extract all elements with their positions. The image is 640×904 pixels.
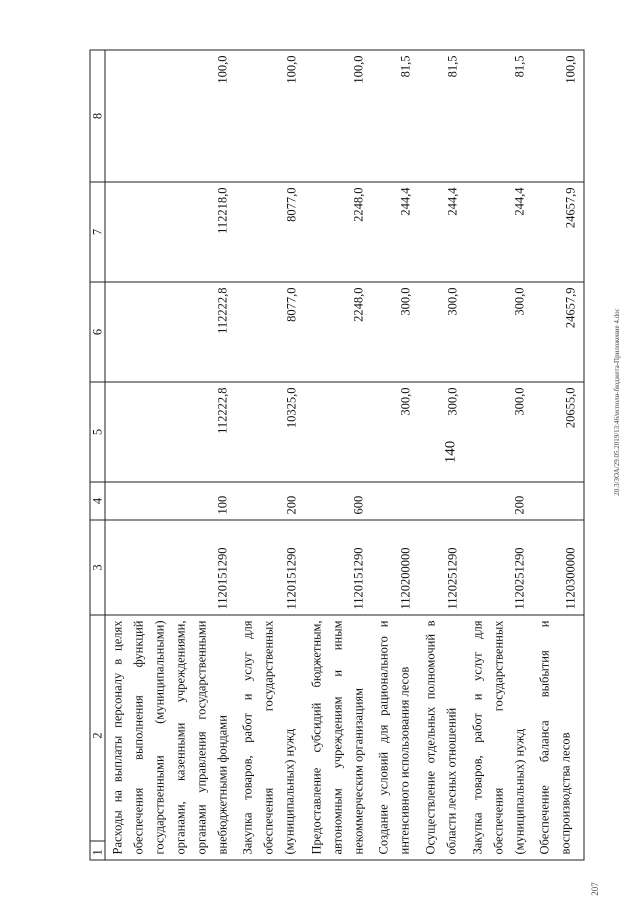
budget-table — [90, 50, 585, 861]
row-col-5: 20655,0 — [533, 382, 584, 482]
table-row — [304, 50, 371, 860]
row-col-7: 112218,0 — [105, 182, 236, 282]
footer-file-path: 20.3/ЗОА/29.05.2019/13:46/исполн-бюджета-Приложение 4.doc — [613, 308, 621, 496]
row-col-6: 300,0 — [371, 282, 418, 382]
row-col-6: 24657,9 — [533, 282, 584, 382]
row-col-7: 2248,0 — [304, 182, 371, 282]
row-col-7: 244,4 — [371, 182, 418, 282]
row-col-6: 112222,8 — [105, 282, 236, 382]
row-expense-type — [533, 482, 584, 520]
row-col-7: 8077,0 — [236, 182, 304, 282]
row-col-6: 8077,0 — [236, 282, 304, 382]
row-col-7: 244,4 — [418, 182, 465, 282]
table-row — [236, 50, 304, 860]
budget-table-rotated — [90, 51, 585, 861]
row-description: Предоставление субсидий бюджетным, автономным учреждениям и иным некоммерческим организациям — [304, 615, 371, 860]
row-description: Создание условий для рационального и интенсивного использования лесов — [371, 615, 418, 860]
row-expense-type: 200 — [466, 482, 533, 520]
header-col-5: 5 — [90, 382, 105, 482]
row-description: Обеспечение баланса выбытия и воспроизводства лесов — [533, 615, 584, 860]
header-col-2: 2 — [90, 732, 105, 739]
row-col-6: 2248,0 — [304, 282, 371, 382]
row-target-code: 1120200000 — [371, 520, 418, 615]
row-target-code: 1120251290 — [466, 520, 533, 615]
table-row — [418, 50, 465, 860]
row-target-code: 1120300000 — [533, 520, 584, 615]
row-expense-type — [371, 482, 418, 520]
table-row — [533, 50, 584, 860]
row-expense-type: 100 — [105, 482, 236, 520]
page-number: 140 — [442, 440, 459, 464]
header-row — [90, 50, 105, 860]
header-col-8: 8 — [90, 50, 105, 182]
row-col-8: 100,0 — [533, 50, 584, 182]
row-expense-type — [418, 482, 465, 520]
row-col-7: 244,4 — [466, 182, 533, 282]
row-col-5: 112222,8 — [105, 382, 236, 482]
table-row — [371, 50, 418, 860]
row-col-8: 100,0 — [105, 50, 236, 182]
row-expense-type: 200 — [236, 482, 304, 520]
row-col-6: 300,0 — [466, 282, 533, 382]
header-col-1-2 — [90, 615, 105, 860]
row-target-code: 1120151290 — [304, 520, 371, 615]
row-target-code: 1120151290 — [105, 520, 236, 615]
row-expense-type: 600 — [304, 482, 371, 520]
table-row — [105, 50, 236, 860]
corner-mark: 207 — [589, 882, 600, 896]
row-col-5 — [304, 382, 371, 482]
row-col-8: 100,0 — [304, 50, 371, 182]
header-col-1: 1 — [91, 841, 105, 860]
row-col-8: 100,0 — [236, 50, 304, 182]
row-description: Расходы на выплаты персоналу в целях обеспечения выполнения функций государственными (муниципальными) органами, казенными учреждениями, органами управления государственными внебюджетными фондами — [105, 615, 236, 860]
row-col-5: 300,0 — [418, 382, 465, 482]
row-col-7: 24657,9 — [533, 182, 584, 282]
header-col-4: 4 — [90, 482, 105, 520]
row-description: Закупка товаров, работ и услуг для обеспечения государственных (муниципальных) нужд — [236, 615, 304, 860]
header-col-7: 7 — [90, 182, 105, 282]
row-description: Закупка товаров, работ и услуг для обеспечения государственных (муниципальных) нужд — [466, 615, 533, 860]
row-col-5: 300,0 — [371, 382, 418, 482]
row-col-8: 81,5 — [371, 50, 418, 182]
header-col-3: 3 — [90, 520, 105, 615]
row-target-code: 1120151290 — [236, 520, 304, 615]
row-col-8: 81,5 — [418, 50, 465, 182]
row-col-6: 300,0 — [418, 282, 465, 382]
row-target-code: 1120251290 — [418, 520, 465, 615]
header-col-6: 6 — [90, 282, 105, 382]
row-col-5: 300,0 — [466, 382, 533, 482]
row-col-8: 81,5 — [466, 50, 533, 182]
table-row — [466, 50, 533, 860]
row-col-5: 10325,0 — [236, 382, 304, 482]
row-description: Осуществление отдельных полномочий в области лесных отношений — [418, 615, 465, 860]
